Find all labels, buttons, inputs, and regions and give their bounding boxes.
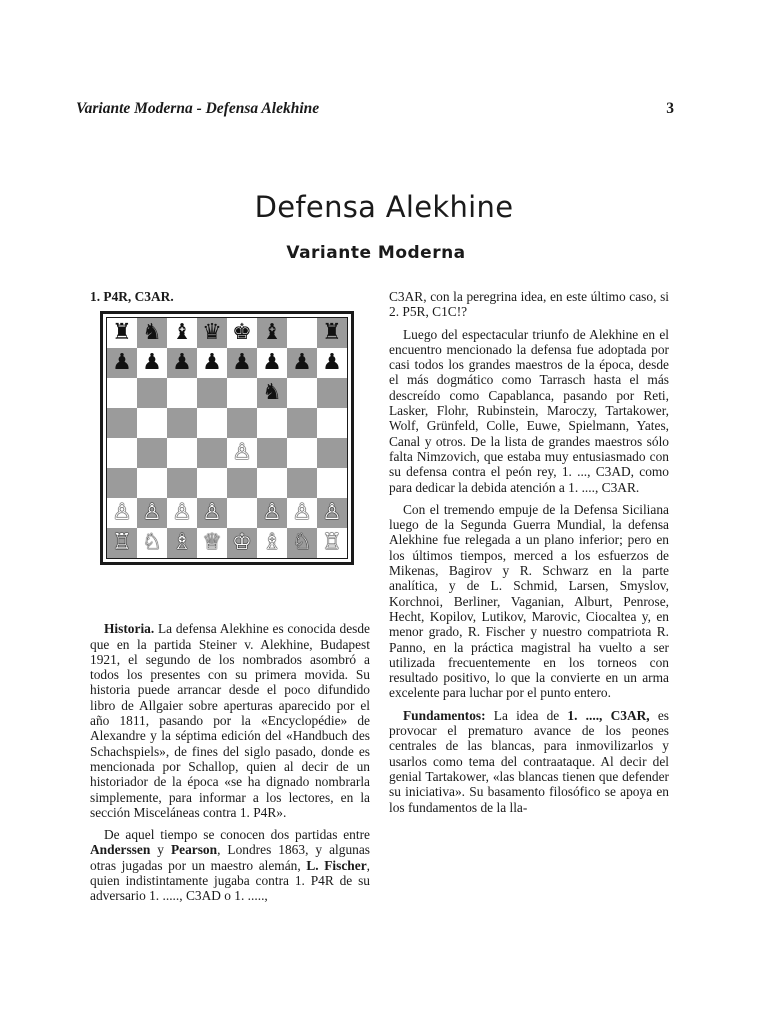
right-column [389, 289, 669, 822]
white-piece-icon: ♙ [142, 500, 162, 526]
board-square [317, 498, 347, 528]
board-square [257, 498, 287, 528]
board-square [257, 468, 287, 498]
white-piece-icon: ♙ [262, 500, 282, 526]
page-number: 3 [666, 100, 674, 117]
fundamentos-move: 1. ...., C3AR, [567, 707, 650, 723]
board-square [197, 468, 227, 498]
player-pearson: Pearson [170, 842, 218, 858]
white-piece-icon: ♙ [292, 500, 312, 526]
history-paragraph-3: Con el tremendo empuje de la Defensa Siciliana luego de la Segunda Guerra Mundial, la defensa Alekhine fue relegada a un plano inferior; pero en los últimos tiempos, merced a los esfuerzos de Mikenas, Bagirov y R. Schwarz en la parte analítica, y de L. Schmid, Larsen, Smyslov, Korchnoi, Berliner, Vaganian, Alburt, Penrose, Hecht, Kopilov, Lutikov, Marovic, Ciocaltea y, en menor grado, R. Fischer y nuestro compatriota R. Panno, en la práctica magistral ha vuelto a ser utilizada frecuentemente en los torneos con resultado positivo, lo que la convierte en un arma excelente para luchar por el punto entero. [389, 501, 669, 701]
board-square [167, 528, 197, 558]
black-piece-icon: ♝ [172, 320, 192, 346]
black-piece-icon: ♞ [262, 380, 282, 406]
board-square [287, 348, 317, 378]
black-piece-icon: ♟ [322, 350, 342, 376]
running-header [76, 100, 674, 122]
board-square [317, 348, 347, 378]
fundamentos-paragraph [389, 708, 669, 815]
historia-label: Historia. [104, 621, 155, 637]
board-square [197, 438, 227, 468]
white-piece-icon: ♙ [202, 500, 222, 526]
board-square [287, 438, 317, 468]
fundamentos-text-a: La idea de [493, 707, 568, 723]
board-square [317, 408, 347, 438]
fundamentos-text: es provocar el prematuro avance de los peones centrales de las blancas, para inmovilizarlos y usarlos como tema del contraataque. Al decir del genial Tartakower, «las blancas tienen que defender su iniciativa». Su basamento filosófico se apoya en los fundamentos de la lla- [389, 707, 669, 815]
white-piece-icon: ♗ [262, 530, 282, 556]
board-square [227, 408, 257, 438]
board-square [167, 318, 197, 348]
board-square [197, 348, 227, 378]
board-square [197, 528, 227, 558]
chess-board [106, 317, 348, 559]
board-square [107, 348, 137, 378]
chapter-title: Defensa Alekhine [254, 190, 514, 224]
board-square [137, 438, 167, 468]
board-square [107, 438, 137, 468]
white-piece-icon: ♗ [172, 530, 192, 556]
historia-text: La defensa Alekhine es conocida desde que en la partida Steiner v. Alekhine, Budapest 1921, el segundo de los nombrados asombró a todos los presentes con su primera movida. Su historia puede arrancar desde el poco difundido libro de Allgaier sobre aperturas aparecido por el año 1811, pasando por la «Encyclopédie» de Alexandre y la séptima edición del «Handbuch des Schachspiels», de fines del siglo pasado, donde es mencionada por Schallop, quien al decir de un historiador de la época «se ha dignado nombrarla simplemente, para informar a los lectores, en la sección Misceláneas contra 1. P4R». [90, 621, 370, 820]
opening-moves: 1. P4R, C3AR. [90, 289, 174, 304]
board-square [107, 468, 137, 498]
board-square [257, 348, 287, 378]
board-square [257, 318, 287, 348]
white-piece-icon: ♔ [232, 530, 252, 556]
black-piece-icon: ♟ [232, 350, 252, 376]
left-column [90, 289, 370, 911]
continuation-paragraph: C3AR, con la peregrina idea, en este último caso, si 2. P5R, C1C!? [389, 289, 669, 320]
white-piece-icon: ♙ [232, 440, 252, 466]
board-square [137, 378, 167, 408]
board-square [317, 438, 347, 468]
player-fischer: L. Fischer [306, 857, 367, 873]
running-title: Variante Moderna - Defensa Alekhine [76, 100, 320, 117]
board-square [167, 438, 197, 468]
black-piece-icon: ♟ [202, 350, 222, 376]
white-piece-icon: ♙ [172, 500, 192, 526]
board-square [227, 318, 257, 348]
black-piece-icon: ♜ [112, 320, 132, 346]
black-piece-icon: ♟ [142, 350, 162, 376]
board-square [227, 498, 257, 528]
player-anderssen: Anderssen [90, 842, 151, 858]
black-piece-icon: ♞ [142, 320, 162, 346]
black-piece-icon: ♟ [292, 350, 312, 376]
black-piece-icon: ♚ [232, 320, 252, 346]
board-square [227, 348, 257, 378]
board-square [287, 318, 317, 348]
board-square [107, 498, 137, 528]
board-square [287, 468, 317, 498]
board-square [317, 378, 347, 408]
white-piece-icon: ♙ [322, 500, 342, 526]
board-square [227, 378, 257, 408]
board-square [167, 468, 197, 498]
black-piece-icon: ♟ [172, 350, 192, 376]
board-square [167, 378, 197, 408]
board-square [137, 408, 167, 438]
board-square [287, 408, 317, 438]
board-square [227, 438, 257, 468]
white-piece-icon: ♘ [142, 530, 162, 556]
board-square [137, 348, 167, 378]
players-text-d: , quien indistintamente jugaba contra 1. P4R de su adversario 1. ....., C3AD o 1. ....., [90, 857, 370, 904]
board-square [287, 498, 317, 528]
board-square [227, 468, 257, 498]
board-square [107, 378, 137, 408]
board-square [137, 528, 167, 558]
board-square [257, 438, 287, 468]
board-square [287, 528, 317, 558]
board-square [287, 378, 317, 408]
board-square [317, 468, 347, 498]
board-square [197, 318, 227, 348]
board-square [197, 498, 227, 528]
board-square [197, 408, 227, 438]
board-square [107, 318, 137, 348]
history-paragraph-2: Luego del espectacular triunfo de Alekhine en el encuentro mencionado la defensa fue adoptada por casi todos los grandes maestros de la época, desde el más dogmático como Tarrasch hasta el más descreído como Capablanca, pasando por Reti, Lasker, Flohr, Rubinstein, Maroczy, Tartakower, Wolf, Grünfeld, Colle, Euwe, Spielmann, Yates, Canal y otros. De la lista de grandes maestros sólo falta Nimzovich, que estaba muy entusiasmado con su defensa contra el peón rey, 1. ..., C3AD, como para dedicar la debida atención a 1. ...., C3AR. [389, 326, 669, 495]
black-piece-icon: ♟ [112, 350, 132, 376]
board-square [107, 528, 137, 558]
board-square [197, 378, 227, 408]
board-square [317, 528, 347, 558]
board-square [257, 378, 287, 408]
chapter-subtitle: Variante Moderna [286, 243, 466, 263]
white-piece-icon: ♘ [292, 530, 312, 556]
black-piece-icon: ♝ [262, 320, 282, 346]
board-square [167, 348, 197, 378]
players-text-y: y [150, 842, 171, 858]
historia-paragraph [90, 621, 370, 820]
board-square [257, 528, 287, 558]
board-square [137, 318, 167, 348]
board-square [167, 498, 197, 528]
black-piece-icon: ♜ [322, 320, 342, 346]
white-piece-icon: ♖ [322, 530, 342, 556]
board-square [107, 408, 137, 438]
board-square [317, 318, 347, 348]
players-text-c: , Londres 1863, y algunas otras jugadas por un maestro alemán, [90, 842, 370, 873]
fundamentos-label: Fundamentos: [403, 707, 494, 723]
board-square [137, 498, 167, 528]
black-piece-icon: ♛ [202, 320, 222, 346]
white-piece-icon: ♖ [112, 530, 132, 556]
board-square [137, 468, 167, 498]
black-piece-icon: ♟ [262, 350, 282, 376]
players-text-a: De aquel tiempo se conocen dos partidas entre [104, 827, 370, 843]
chess-diagram [100, 311, 354, 565]
players-paragraph [90, 827, 370, 903]
white-piece-icon: ♕ [202, 530, 222, 556]
board-square [257, 408, 287, 438]
board-square [227, 528, 257, 558]
white-piece-icon: ♙ [112, 500, 132, 526]
board-square [167, 408, 197, 438]
